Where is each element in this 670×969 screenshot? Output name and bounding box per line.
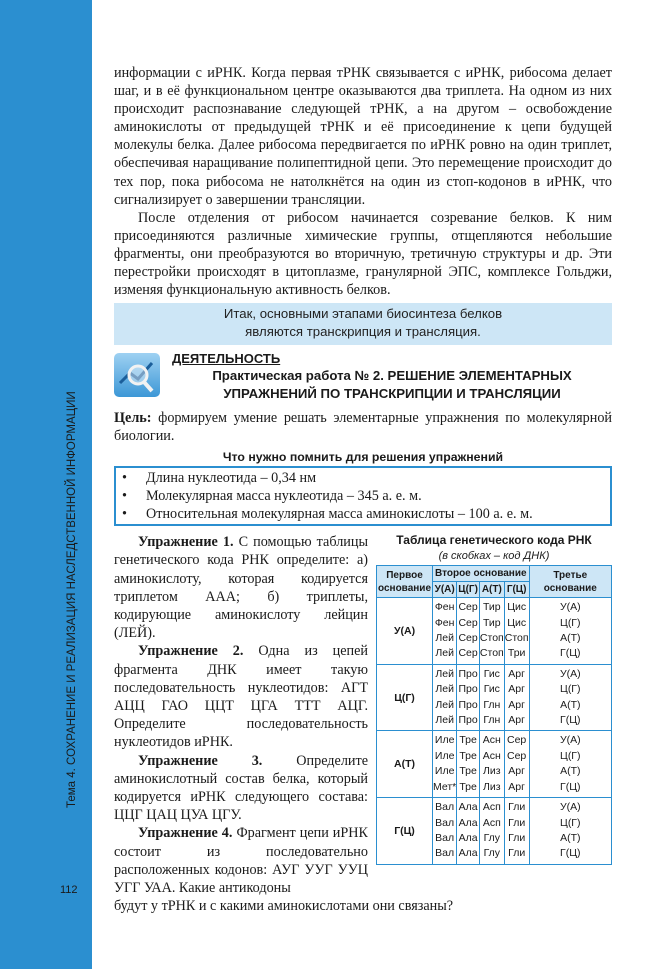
table-title: Таблица генетического кода РНК [396,533,592,548]
exercises-column [114,533,368,897]
amino-acid: Ала [458,831,478,844]
table-row [377,798,612,865]
amino-acid-cell [479,798,504,865]
amino-acid: Гли [508,801,526,814]
table-row [377,598,612,665]
amino-acid-cell [479,731,504,798]
exercise-section [114,533,612,897]
amino-acid: Арг [508,765,525,778]
third-base: Ц(Г) [560,749,581,762]
first-base-cell: Г(Ц) [377,798,433,865]
summary-line-1: Итак, основными этапами биосинтеза белков [223,306,503,322]
amino-acid: Тре [459,734,477,747]
chapter-title-vertical: Тема 4. СОХРАНЕНИЕ И РЕАЛИЗАЦИЯ НАСЛЕДСТВЕННОЙ ИНФОРМАЦИИ [66,391,78,808]
amino-acid: Лей [435,698,454,711]
third-base: А(Т) [560,632,581,645]
amino-acid: Гли [508,847,526,860]
table-row [377,664,612,731]
amino-acid: Фен [434,616,455,629]
third-base: У(А) [559,801,581,814]
summary-box [114,303,612,345]
third-base: А(Т) [560,831,581,844]
second-base-a: А(Т) [479,582,504,598]
amino-acid: Цис [507,601,527,614]
fact-item: • Молекулярная масса нуклеотида – 345 а. е. м. [122,488,422,505]
amino-acid: Про [458,667,478,680]
third-base-cell [529,731,611,798]
amino-acid: Гис [483,667,500,680]
title-line-2: УПРАЖНЕНИЙ ПО ТРАНСКРИПЦИИ И ТРАНСЛЯЦИИ [223,385,561,401]
table-body [377,598,612,865]
third-base: Г(Ц) [560,647,581,660]
third-base-cell [529,664,611,731]
amino-acid-cell [457,664,480,731]
amino-acid: Ала [458,847,478,860]
page-number: 112 [60,884,78,896]
paragraph-1: информации с иРНК. Когда первая тРНК связывается с иРНК, рибосома делает шаг, и в её функциональном центре оказываются два триплета. На одном из них происходит распознавание следующей тРНК, а на другом – освобождение аминокислоты от предыдущей тРНК и её присоединение к цепи будущей молекулы белка. Далее рибосома передвигается по иРНК ровно на один триплет, обеспечивая наращивание полипептидной цепи. Это перемещение происходит до тех пор, пока рибосома не натолкнётся на один из стоп-кодонов в иРНК, что сигнализирует о завершении трансляции. [114,65,612,208]
third-base: А(Т) [560,698,581,711]
header-second-base: Второе основание [433,566,530,582]
amino-acid: Ала [458,816,478,829]
page-content [114,64,612,915]
amino-acid: Глн [483,714,501,727]
exercise-4-tail: будут у тРНК и с какими аминокислотами они связаны? [114,898,454,915]
amino-acid-cell [504,798,529,865]
amino-acid: Арг [508,667,525,680]
amino-acid: Арг [508,698,525,711]
genetic-code-table [376,565,612,865]
amino-acid: Про [458,698,478,711]
amino-acid: Тре [459,749,477,762]
genetic-code-table-box [376,533,612,865]
facts-box [114,466,612,526]
amino-acid: Иле [434,734,455,747]
exercise-3: Упражнение 3. Определите аминокислотный состав белка, который кодируется иРНК следующего состава: ЦЦГ ЦАЦ ЦУА ЦГУ. [114,752,368,824]
amino-acid: Арг [508,780,525,793]
first-base-cell: Ц(Г) [377,664,433,731]
amino-acid: Мет* [433,780,457,793]
amino-acid: Асн [482,734,501,747]
exercise-4: Упражнение 4. Фрагмент цепи иРНК состоит из последовательно расположенных кодонов: АУГ УУГ УУЦ УГГ УАА. Какие антикодоны [114,825,369,897]
amino-acid: Цис [507,616,527,629]
amino-acid: Сер [458,601,478,614]
fact-item: • Длина нуклеотида – 0,34 нм [122,470,317,487]
third-base: Г(Ц) [560,780,581,793]
amino-acid-cell [457,598,480,665]
amino-acid: Тре [459,765,477,778]
paragraph-2: После отделения от рибосом начинается созревание белков. К ним присоединяются различные химические группы, отщепляются небольшие фрагменты, они преобразуются во вторичную, третичную структуры и др. Эти перестройки происходят в цитоплазме, гранулярной ЭПС, комплексе Гольджи, изменяя функциональную активность белков. [114,209,612,299]
goal-label: Цель: [114,410,152,427]
first-base-cell: У(А) [377,598,433,665]
third-base: Ц(Г) [560,683,581,696]
amino-acid: Стоп [504,632,529,645]
amino-acid: Тре [459,780,477,793]
activity-header [114,353,612,425]
amino-acid: Тир [482,616,501,629]
amino-acid-cell [433,664,457,731]
amino-acid-cell [457,798,480,865]
amino-acid: Сер [507,734,527,747]
exercise-1: Упражнение 1. С помощью таблицы генетического кода РНК определите: а) аминокислоту, которая кодируется триплетом ААА; б) триплеты, кодирующие аминокислоту лейцин (ЛЕЙ). [114,534,369,642]
third-base: Г(Ц) [560,847,581,860]
amino-acid-cell [457,731,480,798]
amino-acid: Асп [482,801,501,814]
fact-item: • Относительная молекулярная масса аминокислоты – 100 а. е. м. [122,506,533,523]
third-base: У(А) [559,667,581,680]
goal-text: формируем умение решать элементарные упражнения по молекулярной биологии. [114,410,613,445]
third-base: Ц(Г) [560,816,581,829]
amino-acid: Стоп [479,632,504,645]
second-base-g: Г(Ц) [504,582,529,598]
amino-acid: Глу [483,831,501,844]
amino-acid: Асн [482,749,501,762]
amino-acid-cell [433,798,457,865]
amino-acid-cell [504,598,529,665]
third-base-cell [529,798,611,865]
amino-acid: Глу [483,847,501,860]
amino-acid-cell [504,664,529,731]
amino-acid: Лей [435,632,454,645]
amino-acid: Ала [458,801,478,814]
amino-acid: Фен [434,601,455,614]
amino-acid: Лиз [483,780,501,793]
amino-acid: Лей [435,667,454,680]
amino-acid: Вал [435,801,455,814]
amino-acid: Тир [482,601,501,614]
amino-acid: Вал [435,831,455,844]
remember-title: Что нужно помнить для решения упражнений [222,450,504,465]
amino-acid: Сер [507,749,527,762]
amino-acid: Иле [434,765,455,778]
amino-acid: Арг [508,683,525,696]
amino-acid: Стоп [479,647,504,660]
amino-acid: Лей [435,683,454,696]
second-base-c: Ц(Г) [457,582,480,598]
amino-acid: Гли [508,831,526,844]
activity-label: ДЕЯТЕЛЬНОСТЬ [172,351,281,367]
amino-acid: Про [458,683,478,696]
amino-acid-cell [433,598,457,665]
table-subtitle: (в скобках – код ДНК) [438,550,550,563]
amino-acid-cell [479,598,504,665]
amino-acid-cell [504,731,529,798]
third-base-cell [529,598,611,665]
header-third-base: Третье основание [529,566,611,598]
amino-acid: Сер [458,616,478,629]
amino-acid-cell [433,731,457,798]
third-base: У(А) [559,601,581,614]
amino-acid: Лиз [483,765,501,778]
amino-acid: Гли [508,816,526,829]
amino-acid: Три [507,647,526,660]
third-base: У(А) [559,734,581,747]
title-line-1: Практическая работа № 2. РЕШЕНИЕ ЭЛЕМЕНТАРНЫХ [212,368,572,384]
amino-acid: Сер [458,632,478,645]
third-base: Г(Ц) [560,714,581,727]
third-base: Ц(Г) [560,616,581,629]
summary-line-2: являются транскрипция и трансляция. [245,324,481,340]
amino-acid: Гис [483,683,500,696]
header-first-base: Первое основание [377,566,433,598]
amino-acid: Асп [482,816,501,829]
amino-acid: Про [458,714,478,727]
magnifier-icon [114,353,160,397]
amino-acid: Сер [458,647,478,660]
amino-acid: Арг [508,714,525,727]
third-base: А(Т) [560,765,581,778]
amino-acid: Глн [483,698,501,711]
amino-acid: Лей [435,714,454,727]
practical-work-title [172,367,612,402]
sidebar [0,0,92,969]
exercise-2: Упражнение 2. Одна из цепей фрагмента ДНК имеет такую последовательность нуклеотидов: АГТ АЦЦ ГАО ЦЦТ ЦГА ТТТ АЦГ. Определите последовательность нуклеотидов иРНК. [114,643,368,751]
second-base-u: У(А) [433,582,457,598]
amino-acid: Вал [435,816,455,829]
amino-acid-cell [479,664,504,731]
first-base-cell: А(Т) [377,731,433,798]
amino-acid: Лей [435,647,454,660]
table-row [377,731,612,798]
amino-acid: Иле [434,749,455,762]
amino-acid: Вал [435,847,455,860]
